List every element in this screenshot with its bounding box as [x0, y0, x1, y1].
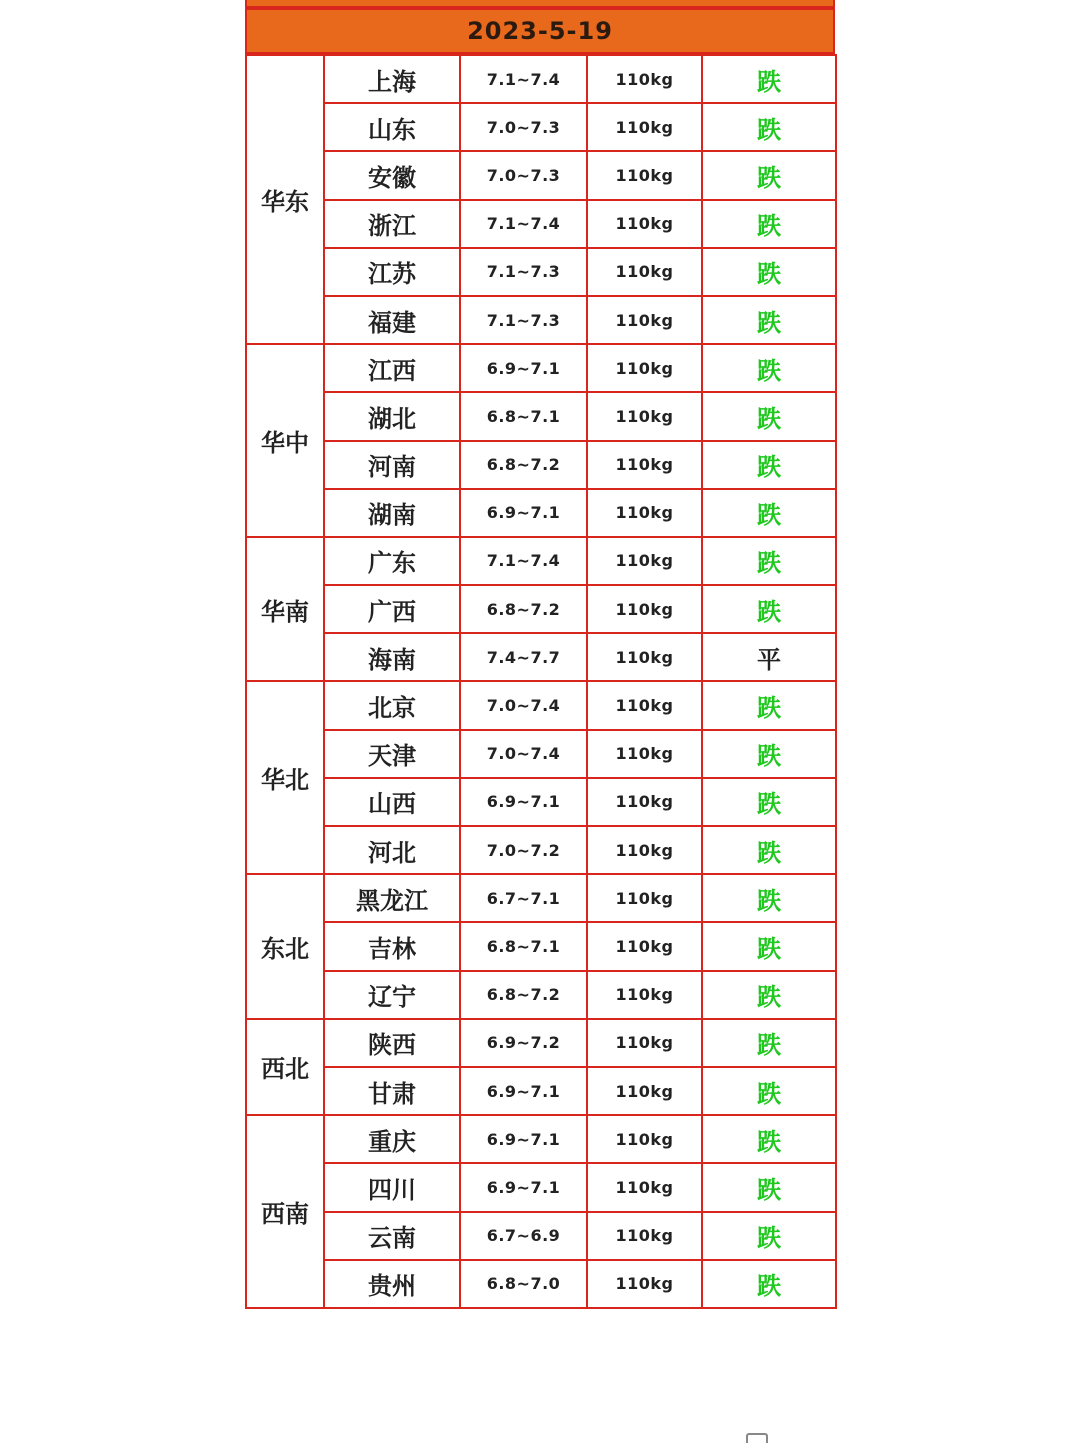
province-name: 四川 [324, 1163, 460, 1211]
province-name: 海南 [324, 633, 460, 681]
trend-indicator: 跌 [702, 1260, 836, 1308]
trend-indicator: 平 [702, 633, 836, 681]
price-range: 7.1~7.4 [460, 537, 587, 585]
table-row [246, 922, 836, 970]
price-range: 6.7~6.9 [460, 1212, 587, 1260]
price-range: 7.1~7.4 [460, 55, 587, 103]
province-name: 黑龙江 [324, 874, 460, 922]
price-range: 7.0~7.4 [460, 730, 587, 778]
table-row [246, 103, 836, 151]
weight-value: 110kg [587, 248, 702, 296]
weight-value: 110kg [587, 441, 702, 489]
trend-indicator: 跌 [702, 874, 836, 922]
weight-value: 110kg [587, 55, 702, 103]
table-row [246, 55, 836, 103]
region-label: 华中 [246, 344, 324, 537]
province-name: 山西 [324, 778, 460, 826]
province-name: 重庆 [324, 1115, 460, 1163]
province-name: 河北 [324, 826, 460, 874]
province-name: 湖北 [324, 392, 460, 440]
region-label: 西北 [246, 1019, 324, 1115]
price-range: 7.0~7.3 [460, 103, 587, 151]
table-row [246, 1212, 836, 1260]
weight-value: 110kg [587, 537, 702, 585]
trend-indicator: 跌 [702, 55, 836, 103]
weight-value: 110kg [587, 922, 702, 970]
trend-indicator: 跌 [702, 441, 836, 489]
trend-indicator: 跌 [702, 585, 836, 633]
weight-value: 110kg [587, 1067, 702, 1115]
province-name: 天津 [324, 730, 460, 778]
weight-value: 110kg [587, 151, 702, 199]
price-range: 6.7~7.1 [460, 874, 587, 922]
province-name: 辽宁 [324, 971, 460, 1019]
price-range: 6.8~7.2 [460, 585, 587, 633]
region-label: 西南 [246, 1115, 324, 1308]
province-name: 甘肃 [324, 1067, 460, 1115]
price-table [245, 54, 837, 1309]
trend-indicator: 跌 [702, 344, 836, 392]
weight-value: 110kg [587, 1163, 702, 1211]
price-range: 6.9~7.2 [460, 1019, 587, 1067]
weight-value: 110kg [587, 585, 702, 633]
province-name: 安徽 [324, 151, 460, 199]
table-row [246, 441, 836, 489]
table-row [246, 681, 836, 729]
trend-indicator: 跌 [702, 1115, 836, 1163]
price-range: 7.0~7.3 [460, 151, 587, 199]
trend-indicator: 跌 [702, 103, 836, 151]
price-range: 6.9~7.1 [460, 1163, 587, 1211]
weight-value: 110kg [587, 489, 702, 537]
trend-indicator: 跌 [702, 248, 836, 296]
price-sheet [245, 0, 835, 1309]
table-row [246, 489, 836, 537]
weight-value: 110kg [587, 874, 702, 922]
region-label: 华北 [246, 681, 324, 874]
province-name: 福建 [324, 296, 460, 344]
table-row [246, 248, 836, 296]
price-range: 7.1~7.3 [460, 296, 587, 344]
trend-indicator: 跌 [702, 489, 836, 537]
table-row [246, 151, 836, 199]
province-name: 吉林 [324, 922, 460, 970]
weight-value: 110kg [587, 392, 702, 440]
trend-indicator: 跌 [702, 922, 836, 970]
weight-value: 110kg [587, 103, 702, 151]
table-row [246, 633, 836, 681]
price-range: 6.9~7.1 [460, 344, 587, 392]
province-name: 山东 [324, 103, 460, 151]
province-name: 云南 [324, 1212, 460, 1260]
province-name: 贵州 [324, 1260, 460, 1308]
scroll-corner-icon [746, 1433, 768, 1443]
top-strip [245, 0, 835, 8]
province-name: 江苏 [324, 248, 460, 296]
price-range: 6.9~7.1 [460, 778, 587, 826]
region-label: 华南 [246, 537, 324, 682]
weight-value: 110kg [587, 730, 702, 778]
table-row [246, 1115, 836, 1163]
trend-indicator: 跌 [702, 1163, 836, 1211]
weight-value: 110kg [587, 633, 702, 681]
province-name: 上海 [324, 55, 460, 103]
province-name: 河南 [324, 441, 460, 489]
trend-indicator: 跌 [702, 971, 836, 1019]
table-row [246, 1260, 836, 1308]
price-range: 6.9~7.1 [460, 489, 587, 537]
price-range: 6.8~7.1 [460, 922, 587, 970]
weight-value: 110kg [587, 826, 702, 874]
province-name: 广东 [324, 537, 460, 585]
province-name: 湖南 [324, 489, 460, 537]
table-row [246, 874, 836, 922]
price-range: 6.8~7.1 [460, 392, 587, 440]
trend-indicator: 跌 [702, 681, 836, 729]
price-range: 6.8~7.2 [460, 441, 587, 489]
weight-value: 110kg [587, 1260, 702, 1308]
table-row [246, 730, 836, 778]
weight-value: 110kg [587, 1212, 702, 1260]
weight-value: 110kg [587, 1115, 702, 1163]
weight-value: 110kg [587, 344, 702, 392]
trend-indicator: 跌 [702, 151, 836, 199]
weight-value: 110kg [587, 778, 702, 826]
date-header: 2023-5-19 [245, 8, 835, 54]
province-name: 北京 [324, 681, 460, 729]
weight-value: 110kg [587, 296, 702, 344]
weight-value: 110kg [587, 971, 702, 1019]
table-row [246, 392, 836, 440]
province-name: 浙江 [324, 200, 460, 248]
province-name: 广西 [324, 585, 460, 633]
table-row [246, 344, 836, 392]
price-range: 6.9~7.1 [460, 1115, 587, 1163]
price-range: 7.0~7.4 [460, 681, 587, 729]
weight-value: 110kg [587, 681, 702, 729]
province-name: 陕西 [324, 1019, 460, 1067]
weight-value: 110kg [587, 200, 702, 248]
trend-indicator: 跌 [702, 392, 836, 440]
region-label: 华东 [246, 55, 324, 344]
price-range: 7.0~7.2 [460, 826, 587, 874]
table-row [246, 200, 836, 248]
price-range: 7.1~7.3 [460, 248, 587, 296]
trend-indicator: 跌 [702, 296, 836, 344]
price-range: 6.9~7.1 [460, 1067, 587, 1115]
trend-indicator: 跌 [702, 1212, 836, 1260]
trend-indicator: 跌 [702, 1019, 836, 1067]
trend-indicator: 跌 [702, 537, 836, 585]
table-row [246, 585, 836, 633]
trend-indicator: 跌 [702, 778, 836, 826]
trend-indicator: 跌 [702, 200, 836, 248]
table-row [246, 971, 836, 1019]
price-range: 7.4~7.7 [460, 633, 587, 681]
table-row [246, 1019, 836, 1067]
table-row [246, 778, 836, 826]
price-range: 7.1~7.4 [460, 200, 587, 248]
table-row [246, 1163, 836, 1211]
weight-value: 110kg [587, 1019, 702, 1067]
trend-indicator: 跌 [702, 730, 836, 778]
trend-indicator: 跌 [702, 1067, 836, 1115]
trend-indicator: 跌 [702, 826, 836, 874]
table-row [246, 537, 836, 585]
province-name: 江西 [324, 344, 460, 392]
region-label: 东北 [246, 874, 324, 1019]
table-row [246, 296, 836, 344]
table-row [246, 826, 836, 874]
price-range: 6.8~7.0 [460, 1260, 587, 1308]
table-body [246, 55, 836, 1308]
price-range: 6.8~7.2 [460, 971, 587, 1019]
table-row [246, 1067, 836, 1115]
